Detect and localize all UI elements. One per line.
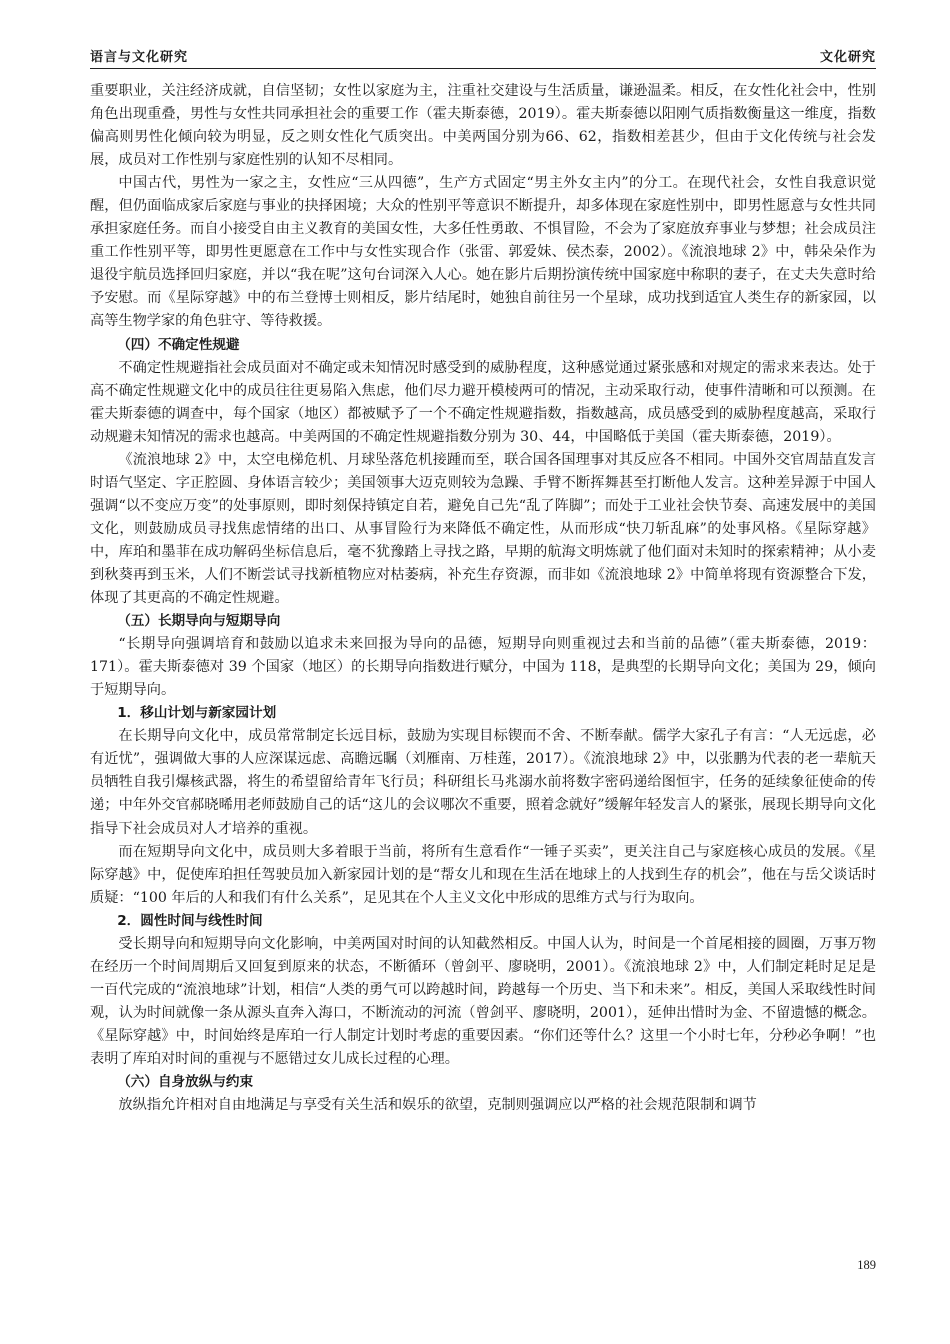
- running-header: [90, 44, 876, 69]
- paragraph: 在长期导向文化中，成员常常制定长远目标，鼓励为实现目标锲而不舍、不断奉献。儒学大家孔子有言：“人无远虑，必有近忧”，强调做大事的人应深谋远虑、高瞻远瞩（刘雁南、万桂莲，2017）。《流浪地球 2》中，以张鹏为代表的老一辈航天员牺牲自我引爆核武器，将生的希望留给青年飞行员；科研组长马兆溺水前将数字密码递给图恒宇，任务的延续象征使命的传递；中年外交官郝晓晞用老师鼓励自己的话“这儿的会议哪次不重要，照着念就好”缓解年轻发言人的紧张，展现长期导向文化指导下社会成员对人才培养的重视。: [90, 728, 876, 837]
- section-heading-indulgence-restraint: （六）自身放纵与约束: [117, 1074, 254, 1091]
- paragraph: 不确定性规避指社会成员面对不确定或未知情况时感受到的威胁程度，这种感觉通过紧张感和对规定的需求来表达。处于高不确定性规避文化中的成员往往更易陷入焦虑，他们尽力避开模棱两可的情况，主动采取行动，使事件清晰和可以预测。在霍夫斯泰德的调查中，每个国家（地区）都被赋予了一个不确定性规避指数，指数越高，成员感受到的威胁程度越高，采取行动规避未知情况的需求也越高。中美两国的不确定性规避指数分别为 30、44，中国略低于美国（霍夫斯泰德，2019）。: [90, 359, 876, 445]
- section-heading-uncertainty-avoidance: （四）不确定性规避: [117, 336, 240, 353]
- section-title: 文化研究: [819, 50, 876, 65]
- paragraph: “长期导向强调培育和鼓励以追求未来回报为导向的品德，短期导向则重视过去和当前的品德”（霍夫斯泰德，2019：171）。霍夫斯泰德对 39 个国家（地区）的长期导向指数进行赋分，中国为 118，是典型的长期导向文化；美国为 29，倾向于短期导向。: [90, 636, 876, 699]
- journal-title: 语言与文化研究: [90, 50, 189, 65]
- paragraph: 中国古代，男性为一家之主，女性应“三从四德”，生产方式固定“男主外女主内”的分工。在现代社会，女性自我意识觉醒，但仍面临成家后家庭与事业的抉择困境；大众的性别平等意识不断提升，却多体现在家庭性别中，即男性愿意与女性共同承担家庭任务。而自小接受自由主义教育的美国女性，大多任性勇敢、不惧冒险，不会为了家庭放弃事业与梦想；社会成员注重工作性别平等，即男性更愿意在工作中与女性实现合作（张雷、郭爱妹、侯杰泰，2002）。《流浪地球 2》中，韩朵朵作为退役宇航员选择回归家庭，并以“我在呢”这句台词深入人心。她在影片后期扮演传统中国家庭中称职的妻子，在丈夫失意时给予安慰。而《星际穿越》中的布兰登博士则相反，影片结尾时，她独自前往另一个星球，成功找到适宜人类生存的新家园，以高等生物学家的角色驻守、等待救援。: [90, 175, 876, 330]
- subsection-heading-circular-time: 2．圆性时间与线性时间: [117, 912, 263, 929]
- page-number: 189: [857, 1258, 876, 1272]
- paragraph: 受长期导向和短期导向文化影响，中美两国对时间的认知截然相反。中国人认为，时间是一个首尾相接的圆圈，万事万物在经历一个时间周期后又回复到原来的状态，不断循环（曾剑平、廖晓明，2001）。《流浪地球 2》中，人们制定耗时足足是一百代完成的“流浪地球”计划，相信“人类的勇气可以跨越时间，跨越每一个历史、当下和未来”。相反，美国人采取线性时间观，认为时间就像一条从源头直奔入海口，不断流动的河流（曾剑平、廖晓明，2001），延伸出惜时为金、不留遗憾的概念。《星际穿越》中，时间始终是库珀一行人制定计划时考虑的重要因素。“你们还等什么？这里一个小时七年，分秒必争啊！”也表明了库珀对时间的重视与不愿错过女儿成长过程的心理。: [90, 935, 876, 1067]
- paragraph: 放纵指允许相对自由地满足与享受有关生活和娱乐的欲望，克制则强调应以严格的社会规范限制和调节: [118, 1097, 757, 1114]
- paragraph: 重要职业，关注经济成就，自信坚韧；女性以家庭为主，注重社交建设与生活质量，谦逊温柔。相反，在女性化社会中，性别角色出现重叠，男性与女性共同承担社会的重要工作（霍夫斯泰德，2019）。霍夫斯泰德以阳刚气质指数衡量这一维度，指数偏高则男性化倾向较为明显，反之则女性化气质突出。中美两国分别为66、62，指数相差甚少，但由于文化传统与社会发展，成员对工作性别与家庭性别的认知不尽相同。: [90, 83, 876, 169]
- section-heading-long-term-orientation: （五）长期导向与短期导向: [117, 613, 281, 630]
- paragraph: 而在短期导向文化中，成员则大多着眼于当前，将所有生意看作“一锤子买卖”，更关注自己与家庭核心成员的发展。《星际穿越》中，促使库珀担任驾驶员加入新家园计划的是“帮女儿和现在生活在地球上的人找到生存的机会”，他在与岳父谈话时质疑：“100 年后的人和我们有什么关系”，足见其在个人主义文化中形成的思维方式与行为取向。: [90, 843, 876, 906]
- article-body: [90, 80, 876, 1117]
- subsection-heading-mountain-plan: 1．移山计划与新家园计划: [117, 705, 277, 722]
- paragraph: 《流浪地球 2》中，太空电梯危机、月球坠落危机接踵而至，联合国各国理事对其反应各不相同。中国外交官周喆直发言时语气坚定、字正腔圆、身体语言较少；美国领事大迈克则较为急躁、手臂不断挥舞甚至打断他人发言。这种差异源于中国人强调“以不变应万变”的处事原则，即时刻保持镇定自若，避免自己先“乱了阵脚”；而处于工业社会快节奏、高速发展中的美国文化，则鼓励成员寻找焦虑情绪的出口、从事冒险行为来降低不确定性，从而形成“快刀斩乱麻”的处事风格。《星际穿越》中，库珀和墨菲在成功解码坐标信息后，毫不犹豫踏上寻找之路，早期的航海文明炼就了他们面对未知时的探索精神；从小麦到秋葵再到玉米，人们不断尝试寻找新植物应对枯萎病，补充生存资源，而非如《流浪地球 2》中简单将现有资源整合下发，体现了其更高的不确定性规避。: [90, 451, 876, 607]
